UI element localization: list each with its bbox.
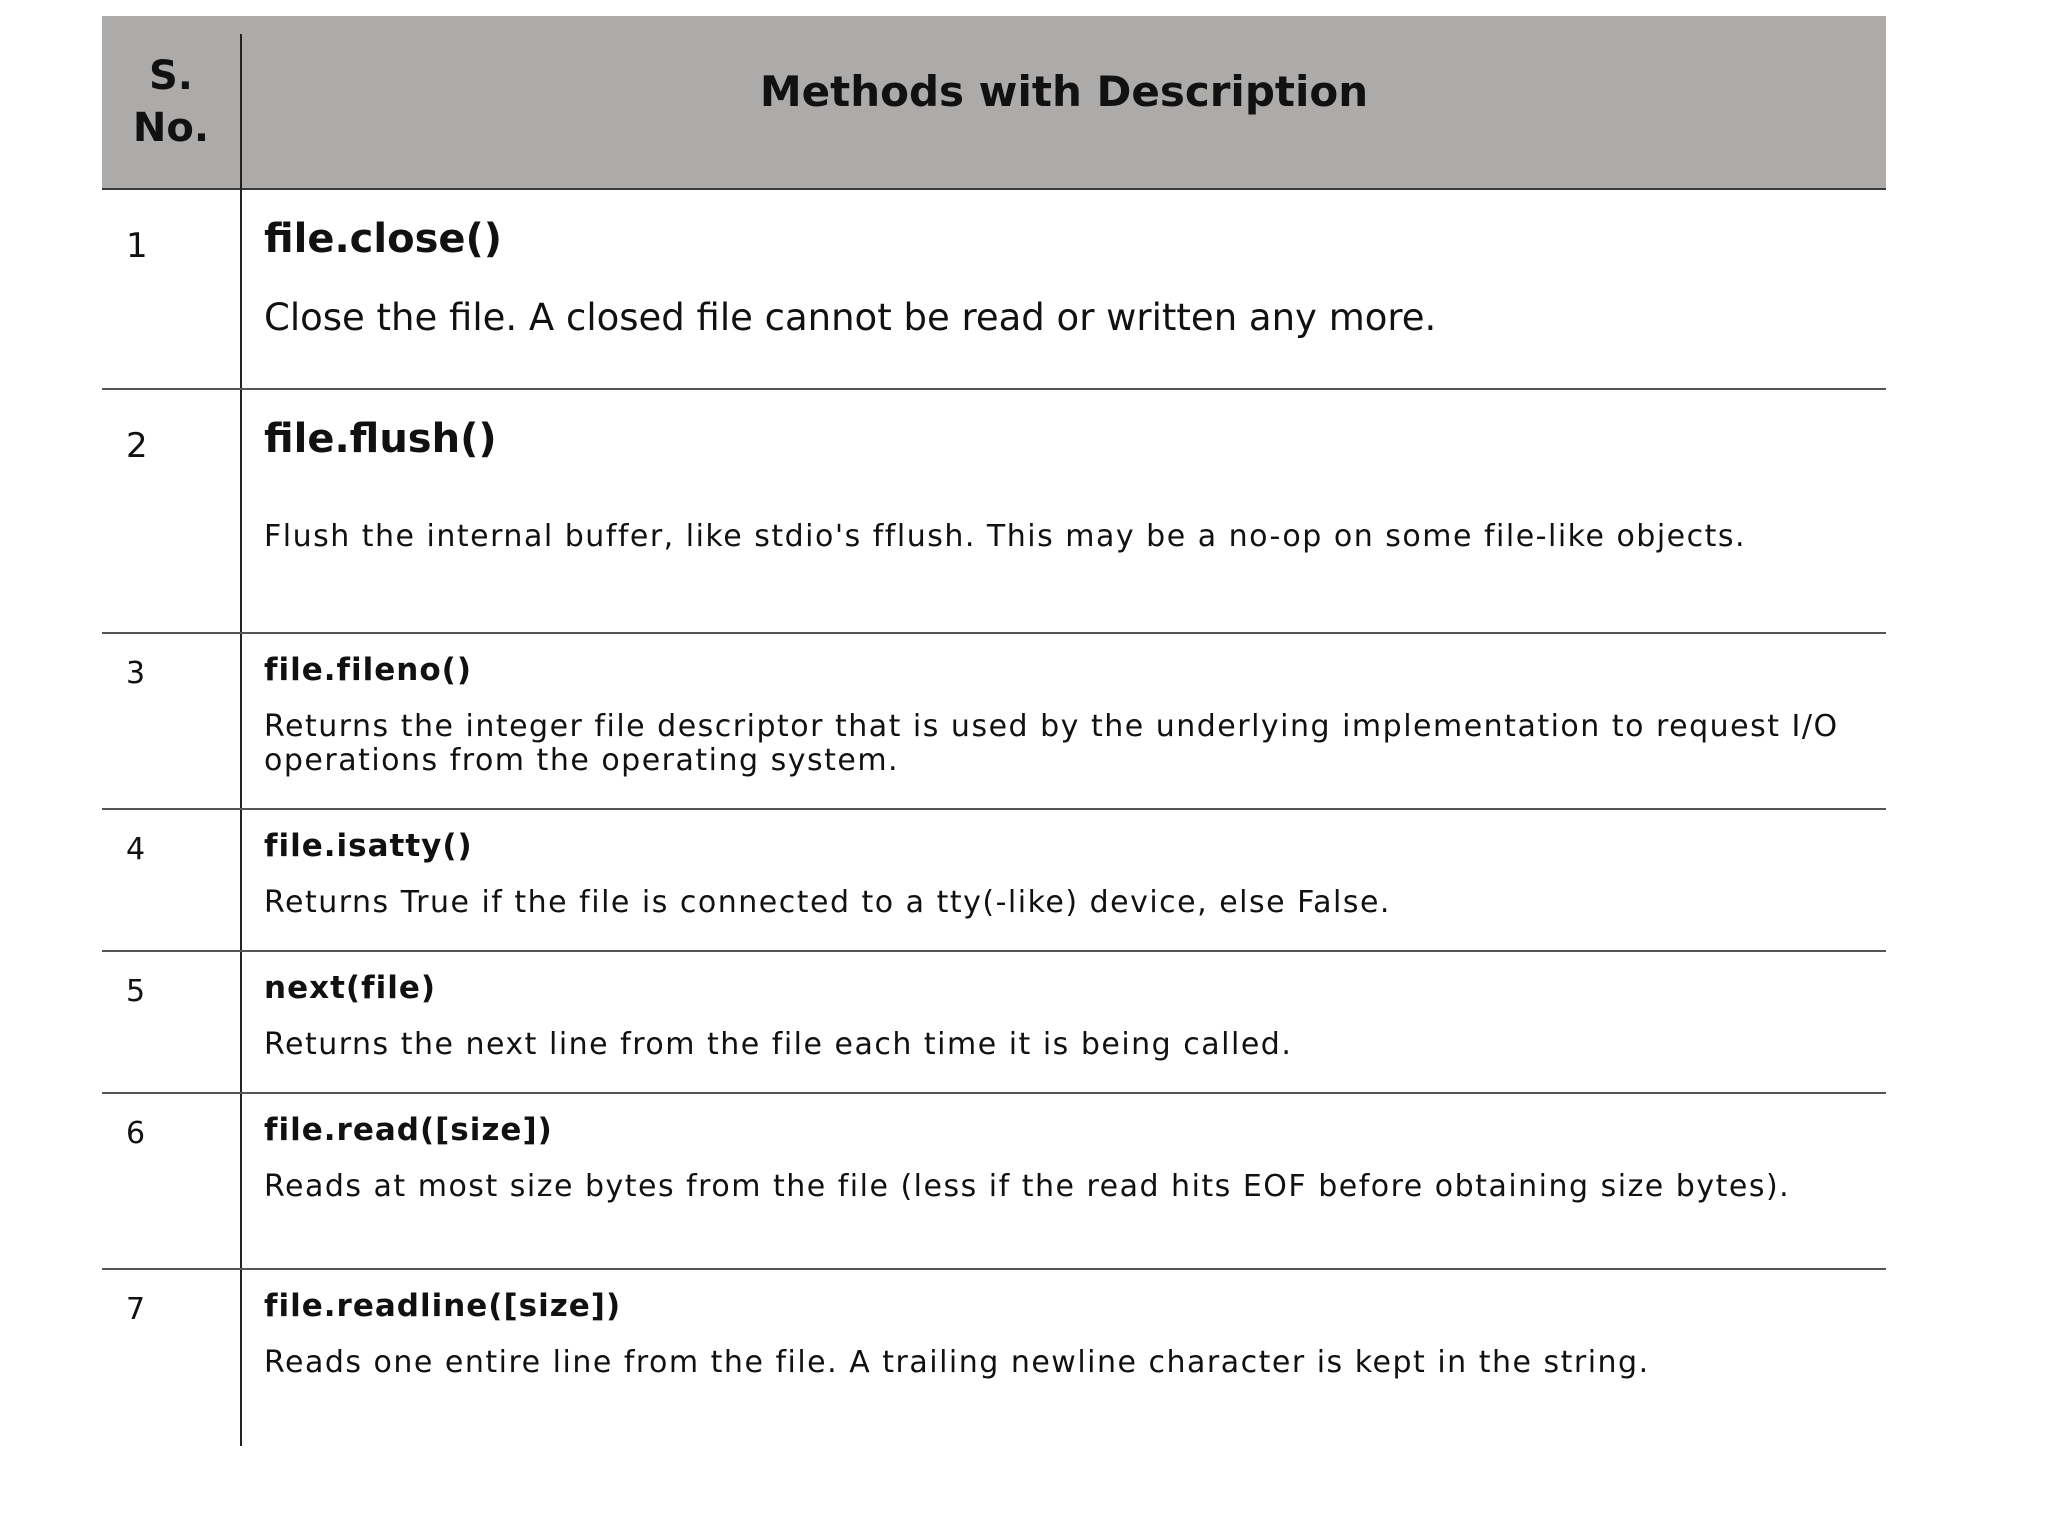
- method-name: file.flush(): [264, 416, 497, 462]
- row-content: [264, 634, 1860, 778]
- table-row: [102, 190, 1886, 390]
- table-row: [102, 1094, 1886, 1270]
- row-number: 2: [126, 426, 148, 466]
- method-description: Returns the next line from the file each time it is being called.: [264, 1027, 1293, 1062]
- table-row: [102, 1270, 1886, 1446]
- row-number: 6: [126, 1116, 146, 1151]
- method-description: Returns True if the file is connected to a tty(-like) device, else False.: [264, 885, 1391, 920]
- row-number: 7: [126, 1292, 146, 1327]
- column-divider: [240, 1270, 242, 1446]
- method-description: Reads at most size bytes from the file (less if the read hits EOF before obtaining size bytes).: [264, 1169, 1791, 1204]
- serial-number-header: [102, 16, 240, 188]
- method-description: Close the file. A closed file cannot be read or written any more.: [264, 296, 1437, 339]
- method-name: next(file): [264, 970, 437, 1006]
- table-header: [102, 16, 1886, 190]
- method-name: file.readline([size]): [264, 1288, 622, 1324]
- method-name: file.isatty(): [264, 828, 473, 864]
- row-content: [264, 810, 1860, 920]
- column-divider: [240, 1094, 242, 1268]
- method-name: file.close(): [264, 216, 503, 262]
- table-row: [102, 634, 1886, 810]
- row-content: [264, 390, 1860, 554]
- description-header: Methods with Description: [759, 66, 1369, 116]
- column-divider: [240, 952, 242, 1092]
- row-number: 3: [126, 656, 146, 691]
- row-content: [264, 1094, 1860, 1204]
- column-divider: [240, 390, 242, 632]
- table-row: [102, 810, 1886, 952]
- row-number: 4: [126, 832, 146, 867]
- method-description: Returns the integer file descriptor that is used by the underlying implementation to request I/O operations from the operating system.: [264, 709, 1839, 778]
- method-name: file.fileno(): [264, 652, 473, 688]
- table-row: [102, 952, 1886, 1094]
- method-description: Reads one entire line from the file. A trailing newline character is kept in the string.: [264, 1345, 1650, 1380]
- methods-table: [102, 16, 1886, 1446]
- serial-number-header-line1: S.: [148, 53, 193, 99]
- method-name: file.read([size]): [264, 1112, 553, 1148]
- row-number: 1: [126, 226, 148, 266]
- column-divider: [240, 634, 242, 808]
- method-description: Flush the internal buffer, like stdio's fflush. This may be a no-op on some file-like objects.: [264, 519, 1747, 554]
- column-divider: [240, 810, 242, 950]
- row-content: [264, 952, 1860, 1062]
- row-number: 5: [126, 974, 146, 1009]
- column-divider: [240, 190, 242, 388]
- row-content: [264, 190, 1860, 340]
- serial-number-header-line2: No.: [132, 105, 210, 151]
- row-content: [264, 1270, 1860, 1380]
- table-row: [102, 390, 1886, 634]
